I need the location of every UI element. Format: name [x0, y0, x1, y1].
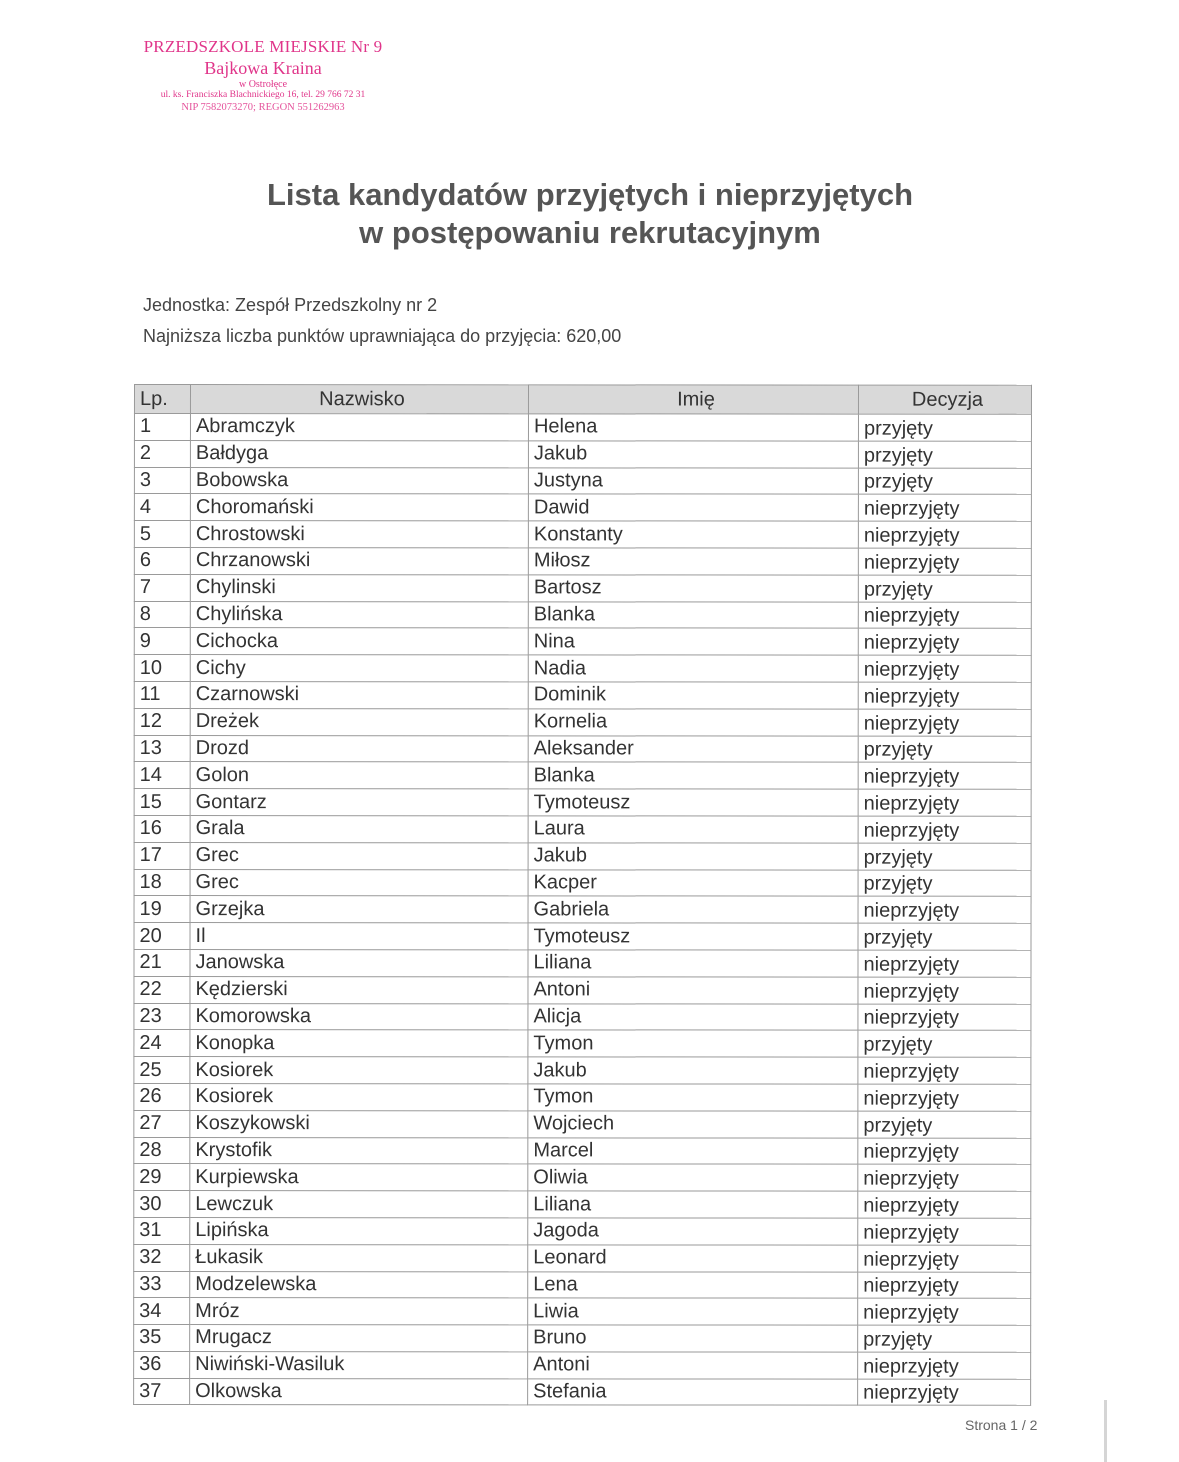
cell-first-name: Kacper [528, 869, 858, 896]
cell-surname: Bałdyga [190, 440, 528, 467]
cell-decision: nieprzyjęty [858, 1057, 1031, 1084]
table-row [134, 1030, 1031, 1058]
cell-decision: przyjęty [858, 1325, 1031, 1352]
cell-surname: Lewczuk [190, 1191, 528, 1218]
table-row [134, 1271, 1031, 1299]
cell-decision: nieprzyjęty [858, 1245, 1031, 1272]
cell-decision: nieprzyjęty [858, 655, 1031, 682]
table-row [134, 655, 1031, 683]
cell-decision: przyjęty [858, 414, 1031, 441]
stamp-line-1: PRZEDSZKOLE MIEJSKIE Nr 9 [143, 37, 383, 56]
cell-first-name: Nadia [528, 655, 858, 682]
cell-lp: 23 [134, 1003, 190, 1030]
table-row [134, 547, 1031, 575]
cell-lp: 18 [134, 869, 190, 896]
cell-surname: Bobowska [190, 467, 528, 494]
cell-lp: 2 [134, 440, 190, 467]
cell-first-name: Nina [528, 628, 858, 655]
cell-decision: nieprzyjęty [858, 521, 1031, 548]
cell-first-name: Laura [528, 816, 858, 843]
cell-lp: 37 [134, 1378, 190, 1405]
cell-decision: nieprzyjęty [858, 1164, 1031, 1191]
table-row [134, 842, 1031, 870]
cell-lp: 31 [134, 1217, 190, 1244]
cell-first-name: Helena [528, 414, 858, 441]
cell-lp: 20 [134, 923, 190, 950]
cell-surname: Krystofik [190, 1137, 528, 1164]
cell-surname: Drozd [190, 735, 528, 762]
cell-first-name: Alicja [528, 1003, 858, 1030]
cell-decision: przyjęty [858, 575, 1031, 602]
cell-first-name: Dawid [528, 494, 858, 521]
cell-decision: nieprzyjęty [858, 1379, 1031, 1406]
cell-first-name: Jakub [528, 1057, 858, 1084]
cell-surname: Kurpiewska [190, 1164, 528, 1191]
table-row [134, 521, 1031, 549]
cell-first-name: Lena [528, 1271, 858, 1298]
cell-surname: Choromański [190, 494, 528, 521]
cell-surname: Dreżek [190, 708, 528, 735]
cell-first-name: Aleksander [528, 735, 858, 762]
cell-lp: 13 [134, 735, 190, 762]
header-decision: Decyzja [858, 385, 1031, 414]
cell-lp: 4 [134, 494, 190, 521]
cell-decision: przyjęty [858, 1111, 1031, 1138]
table-row [134, 681, 1031, 709]
cell-first-name: Miłosz [528, 548, 858, 575]
table-row [134, 1110, 1031, 1138]
cell-lp: 19 [134, 896, 190, 923]
cell-surname: Il [190, 923, 528, 950]
stamp-line-2: Bajkowa Kraina [204, 57, 322, 78]
cell-lp: 16 [134, 815, 190, 842]
cell-lp: 8 [134, 601, 190, 628]
title-line-1: Lista kandydatów przyjętych i nieprzyjętych [266, 177, 914, 212]
unit-label: Jednostka: Zespół Przedszkolny nr 2 [143, 295, 438, 315]
table-row [134, 896, 1031, 924]
cell-decision: nieprzyjęty [858, 682, 1031, 709]
table-row [134, 1083, 1031, 1111]
cell-first-name: Antoni [528, 1352, 858, 1379]
cell-first-name: Tymoteusz [528, 789, 858, 816]
cell-first-name: Marcel [528, 1137, 858, 1164]
table-row [134, 1217, 1031, 1245]
document-title [150, 176, 1030, 252]
cell-first-name: Gabriela [528, 896, 858, 923]
table-row [134, 440, 1031, 468]
cell-surname: Grec [190, 869, 528, 896]
cell-lp: 11 [134, 681, 190, 708]
cell-surname: Janowska [190, 949, 528, 976]
cell-decision: przyjęty [858, 468, 1031, 495]
cell-first-name: Jakub [528, 441, 858, 468]
table-row [134, 1164, 1031, 1192]
cell-lp: 12 [134, 708, 190, 735]
cell-decision: nieprzyjęty [858, 1218, 1031, 1245]
table-row [134, 1057, 1031, 1085]
table-row [134, 735, 1031, 763]
cell-first-name: Stefania [528, 1379, 858, 1406]
cell-lp: 34 [134, 1298, 190, 1325]
cell-decision: nieprzyjęty [858, 1084, 1031, 1111]
cell-surname: Olkowska [190, 1378, 528, 1405]
table-row [134, 414, 1031, 442]
cell-surname: Chylinski [190, 574, 528, 601]
cell-surname: Chylińska [190, 601, 528, 628]
cell-first-name: Liliana [528, 950, 858, 977]
cell-lp: 27 [134, 1110, 190, 1137]
cell-lp: 6 [134, 547, 190, 574]
table-row [134, 1137, 1031, 1165]
cell-surname: Kosiorek [190, 1083, 528, 1110]
cell-first-name: Tymon [528, 1084, 858, 1111]
cell-decision: nieprzyjęty [858, 950, 1031, 977]
cell-surname: Łukasik [190, 1244, 528, 1271]
stamp-line-5: NIP 7582073270; REGON 551262963 [181, 102, 345, 114]
table-row [134, 1351, 1031, 1379]
cell-first-name: Tymon [528, 1030, 858, 1057]
cell-surname: Grec [190, 842, 528, 869]
table-row [134, 467, 1031, 495]
cell-lp: 3 [134, 467, 190, 494]
cell-surname: Konopka [190, 1030, 528, 1057]
table-row [134, 762, 1031, 790]
page-number: Strona 1 / 2 [965, 1417, 1038, 1433]
candidates-table-wrapper [133, 384, 1031, 1406]
cell-first-name: Tymoteusz [528, 923, 858, 950]
cell-decision: przyjęty [858, 1030, 1031, 1057]
cell-surname: Gontarz [190, 789, 528, 816]
cell-lp: 5 [134, 521, 190, 548]
stamp-line-3: w Ostrołęce [238, 78, 288, 90]
cell-lp: 10 [134, 655, 190, 682]
cell-decision: nieprzyjęty [858, 1298, 1031, 1325]
cell-decision: przyjęty [858, 441, 1031, 468]
cell-decision: nieprzyjęty [858, 495, 1031, 522]
cell-decision: przyjęty [858, 923, 1031, 950]
table-row [134, 628, 1031, 656]
cell-lp: 22 [134, 976, 190, 1003]
header-first-name: Imię [528, 385, 858, 414]
cell-lp: 30 [134, 1191, 190, 1218]
cell-surname: Niwiński-Wasiluk [190, 1351, 528, 1378]
cell-decision: nieprzyjęty [858, 548, 1031, 575]
cell-lp: 1 [134, 414, 190, 441]
table-row [134, 976, 1031, 1004]
cell-lp: 24 [134, 1030, 190, 1057]
cell-first-name: Antoni [528, 977, 858, 1004]
cell-first-name: Konstanty [528, 521, 858, 548]
table-row [134, 923, 1031, 951]
cell-lp: 21 [134, 949, 190, 976]
cell-lp: 15 [134, 789, 190, 816]
cell-lp: 7 [134, 574, 190, 601]
table-row [134, 708, 1031, 736]
cell-surname: Cichy [190, 655, 528, 682]
cell-decision: nieprzyjęty [858, 789, 1031, 816]
cell-lp: 25 [134, 1057, 190, 1084]
cell-first-name: Wojciech [528, 1111, 858, 1138]
cell-surname: Abramczyk [190, 414, 528, 441]
header-surname: Nazwisko [190, 385, 528, 414]
cell-decision: nieprzyjęty [858, 896, 1031, 923]
cell-surname: Kędzierski [190, 976, 528, 1003]
cell-surname: Cichocka [190, 628, 528, 655]
cell-surname: Koszykowski [190, 1110, 528, 1137]
cell-surname: Mrugacz [190, 1325, 528, 1352]
cell-decision: nieprzyjęty [858, 1191, 1031, 1218]
cell-lp: 36 [134, 1351, 190, 1378]
cell-decision: przyjęty [858, 843, 1031, 870]
cell-decision: nieprzyjęty [858, 977, 1031, 1004]
table-row [134, 1298, 1031, 1326]
cell-lp: 32 [134, 1244, 190, 1271]
cell-surname: Modzelewska [190, 1271, 528, 1298]
cell-first-name: Bartosz [528, 575, 858, 602]
cell-surname: Chrzanowski [190, 548, 528, 575]
cell-decision: przyjęty [858, 736, 1031, 763]
cell-first-name: Liwia [528, 1298, 858, 1325]
cell-decision: nieprzyjęty [858, 762, 1031, 789]
table-row [134, 869, 1031, 897]
cell-first-name: Jagoda [528, 1218, 858, 1245]
table-row [134, 494, 1031, 522]
candidates-table [133, 384, 1032, 1406]
cell-surname: Lipińska [190, 1217, 528, 1244]
table-row [134, 949, 1031, 977]
min-points-label: Najniższa liczba punktów uprawniająca do przyjęcia: 620,00 [143, 326, 622, 346]
stamp-line-4: ul. ks. Franciszka Blachnickiego 16, tel. 29 766 72 31 [160, 90, 366, 101]
cell-lp: 28 [134, 1137, 190, 1164]
cell-first-name: Justyna [528, 467, 858, 494]
cell-lp: 17 [134, 842, 190, 869]
cell-first-name: Blanka [528, 601, 858, 628]
cell-surname: Grzejka [190, 896, 528, 923]
cell-first-name: Bruno [528, 1325, 858, 1352]
cell-surname: Mróz [190, 1298, 528, 1325]
table-row [134, 1191, 1031, 1219]
scan-edge-line [1104, 1400, 1107, 1462]
cell-first-name: Kornelia [528, 709, 858, 736]
table-header-row [134, 385, 1031, 415]
table-row [134, 601, 1031, 629]
cell-first-name: Blanka [528, 762, 858, 789]
cell-lp: 35 [134, 1325, 190, 1352]
cell-surname: Grala [190, 816, 528, 843]
table-row [134, 1244, 1031, 1272]
table-row [134, 815, 1031, 843]
cell-decision: nieprzyjęty [858, 1004, 1031, 1031]
cell-lp: 14 [134, 762, 190, 789]
cell-decision: nieprzyjęty [858, 1352, 1031, 1379]
cell-surname: Komorowska [190, 1003, 528, 1030]
header-lp: Lp. [134, 385, 190, 414]
cell-decision: nieprzyjęty [858, 1272, 1031, 1299]
table-row [134, 1003, 1031, 1031]
cell-lp: 29 [134, 1164, 190, 1191]
cell-surname: Chrostowski [190, 521, 528, 548]
cell-surname: Czarnowski [190, 682, 528, 709]
table-row [134, 789, 1031, 817]
cell-decision: nieprzyjęty [858, 709, 1031, 736]
cell-first-name: Oliwia [528, 1164, 858, 1191]
cell-decision: nieprzyjęty [858, 629, 1031, 656]
document-meta [143, 290, 621, 352]
table-row [134, 1325, 1031, 1353]
cell-first-name: Dominik [528, 682, 858, 709]
cell-first-name: Liliana [528, 1191, 858, 1218]
institution-stamp [138, 38, 388, 113]
cell-decision: nieprzyjęty [858, 1138, 1031, 1165]
cell-surname: Kosiorek [190, 1057, 528, 1084]
table-row [134, 574, 1031, 602]
table-row [134, 1378, 1031, 1406]
cell-first-name: Leonard [528, 1245, 858, 1272]
cell-decision: nieprzyjęty [858, 602, 1031, 629]
cell-surname: Golon [190, 762, 528, 789]
cell-lp: 33 [134, 1271, 190, 1298]
cell-decision: nieprzyjęty [858, 816, 1031, 843]
cell-first-name: Jakub [528, 843, 858, 870]
cell-lp: 9 [134, 628, 190, 655]
cell-lp: 26 [134, 1083, 190, 1110]
title-line-2: w postępowaniu rekrutacyjnym [359, 215, 821, 250]
cell-decision: przyjęty [858, 870, 1031, 897]
